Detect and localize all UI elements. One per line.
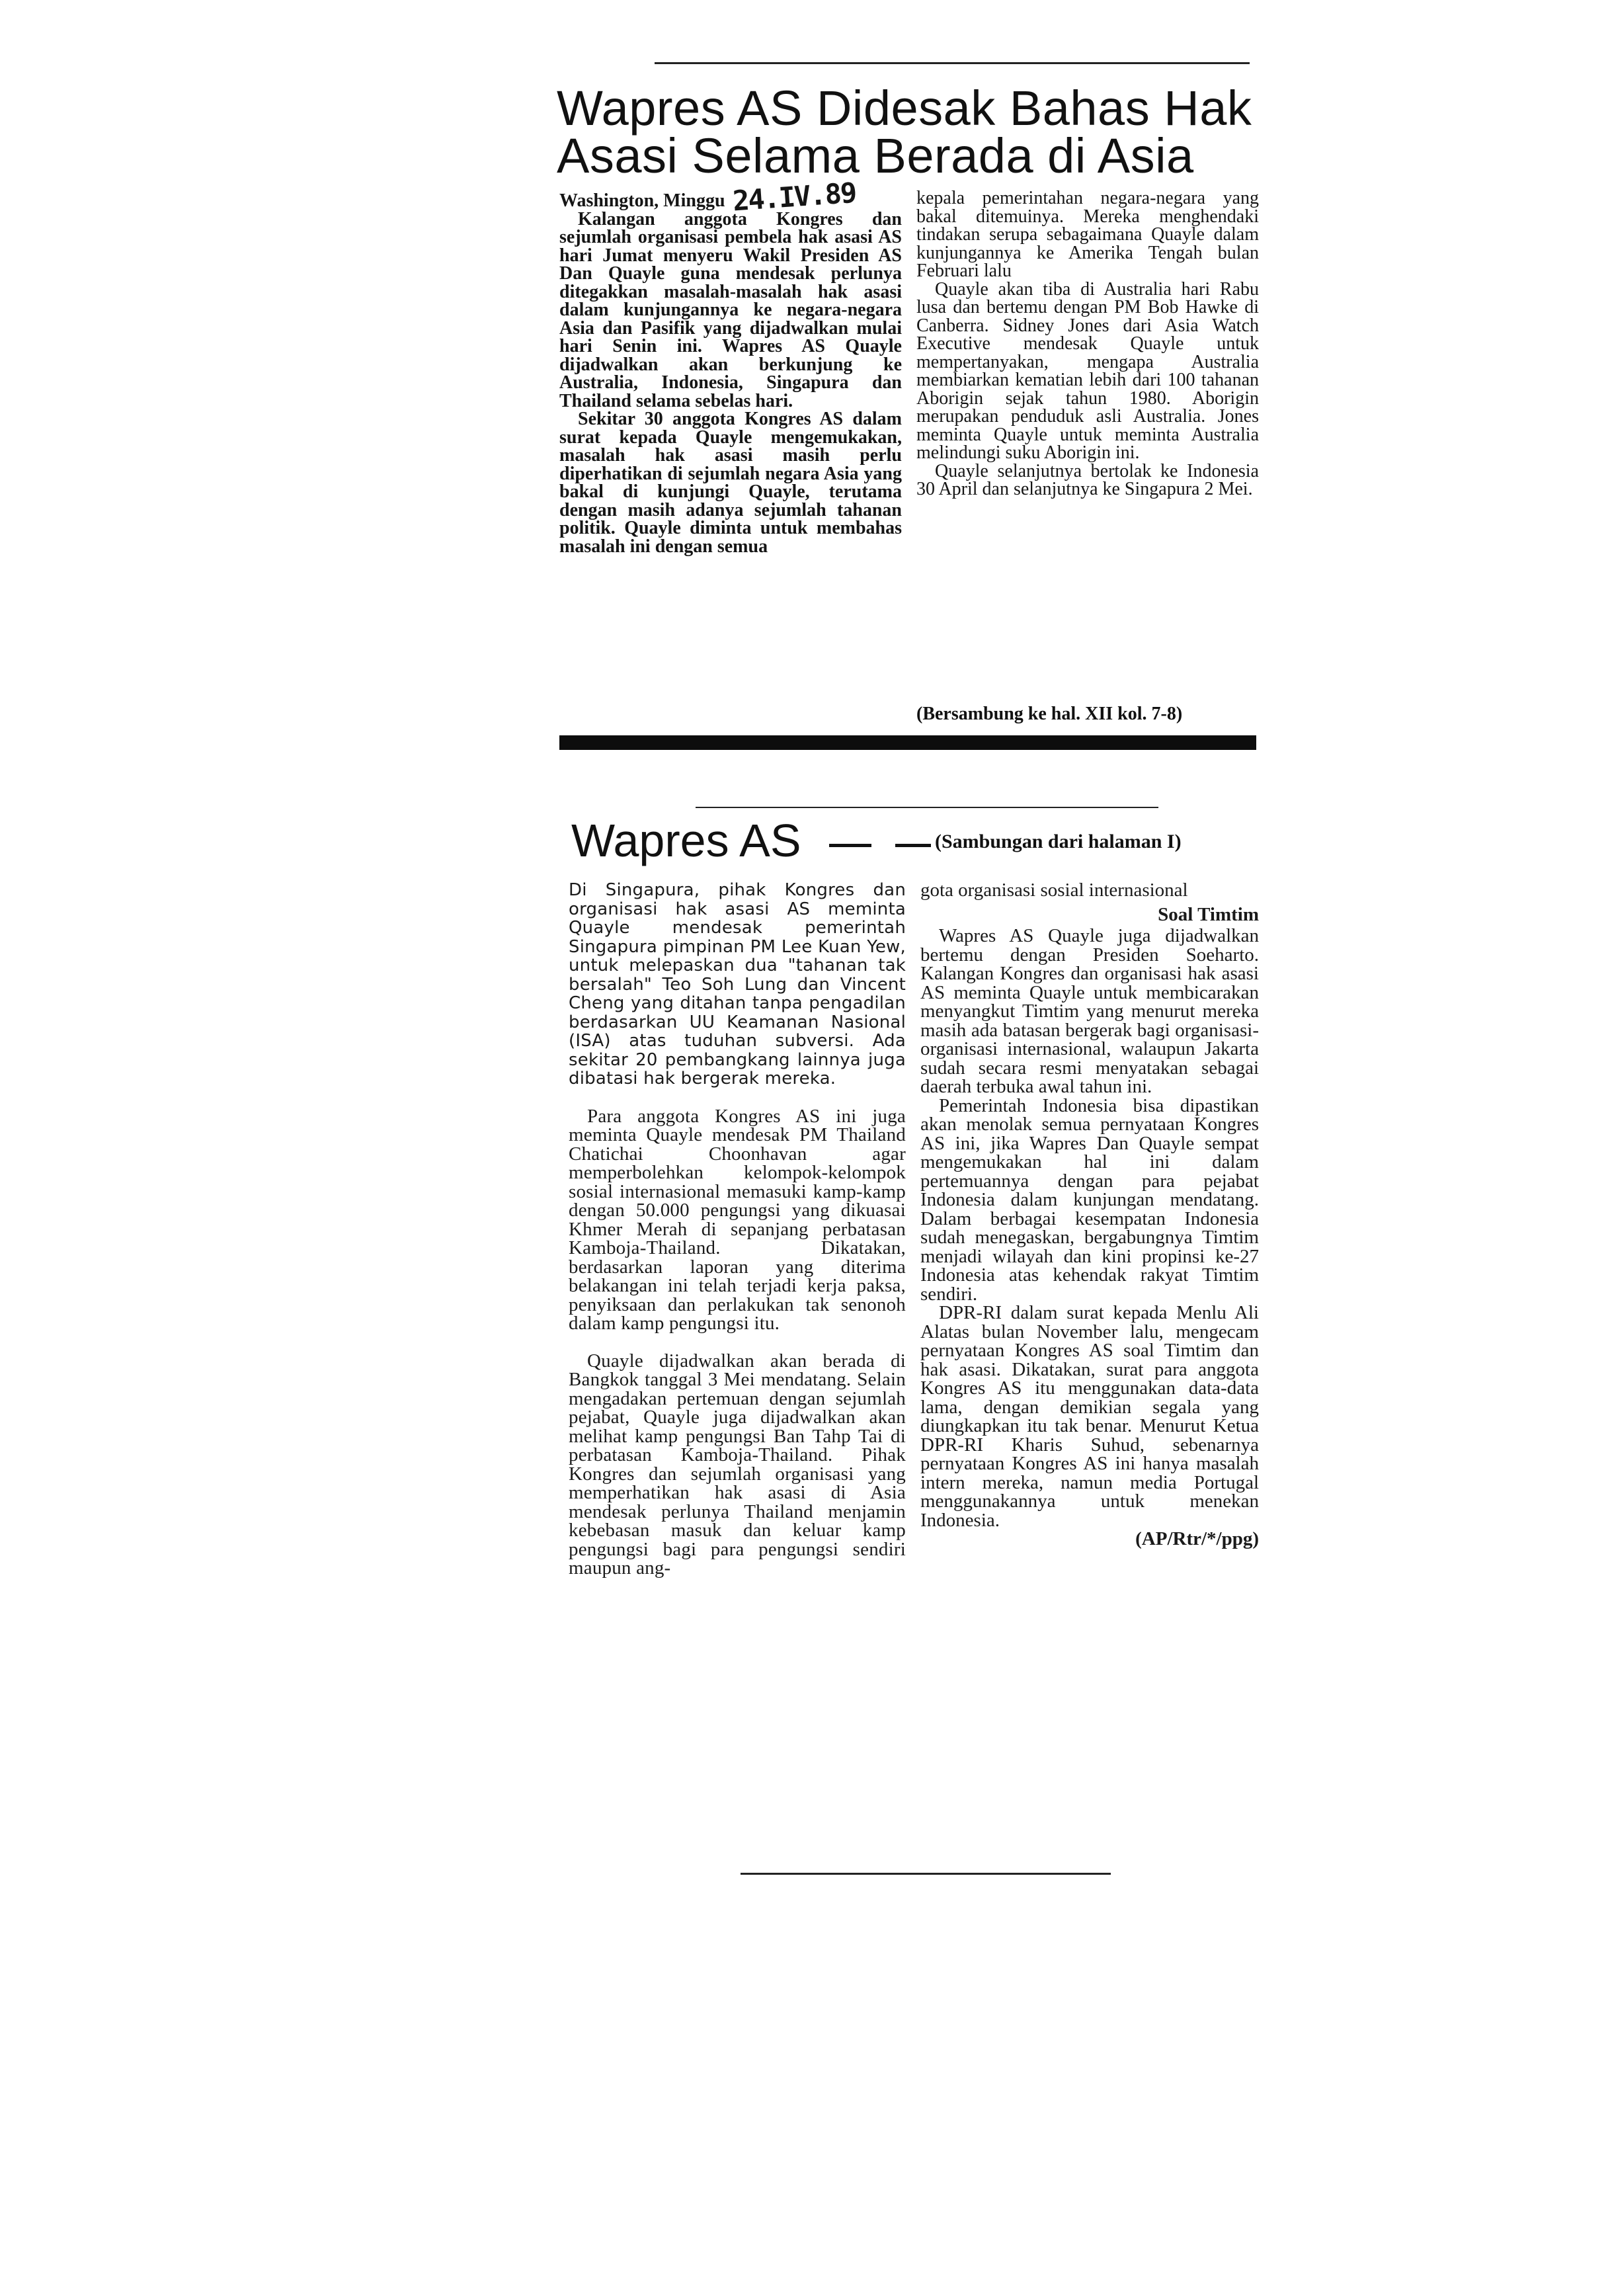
article2-paragraph: Pemerintah Indonesia bisa dipastikan akan menolak semua pernyataan Kongres AS ini, jika Wapres Dan Quayle sempat mengemukakan hal ini dalam pertemuannya dengan para pejabat Indonesia dalam kunjungan mendatang. Dalam berbagai kesempatan Indonesia sudah menegaskan, bergabungnya Timtim menjadi wilayah dan kini propinsi ke-27 Indonesia atas kehendak rakyat Timtim sendiri.: [920, 1094, 1259, 1305]
continued-note: (Bersambung ke hal. XII kol. 7-8): [916, 704, 1183, 724]
article1-paragraph: Sekitar 30 anggota Kongres AS dalam surat kepada Quayle mengemukakan, masalah hak asasi masih perlu diperhatikan di sejumlah negara Asia yang bakal di kunjungi Quayle, terutama dengan masih adanya sejumlah tahanan politik. Quayle diminta untuk membahas masalah ini dengan semua: [559, 409, 902, 557]
article2-paragraph: Di Singapura, pihak Kongres dan organisasi hak asasi AS meminta Quayle mendesak pemerintah Singapura pimpinan PM Lee Kuan Yew, untuk melepaskan dua "tahanan tak bersalah" Teo Soh Lung dan Vincent Cheng yang ditahan tanpa pengadilan berdasarkan UU Keamanan Nasional (ISA) atas tuduhan subversi. Ada sekitar 20 pembangkang lainnya juga dibatasi hak bergerak mereka.: [569, 880, 906, 1088]
top-rule: [655, 62, 1250, 64]
article2-paragraph: Quayle dijadwalkan akan berada di Bangkok tanggal 3 Mei mendatang. Selain mengadakan pertemuan dengan sejumlah pejabat, Quayle juga dijadwalkan akan melihat kamp pengungsi Ban Tahp Tai di perbatasan Kamboja-Thailand. Pihak Kongres dan sejumlah organisasi yang memperhatikan hak asasi di Asia mendesak perlunya Thailand menjamin kebebasan masuk dan keluar kamp pengungsi bagi para pengungsi sendiri maupun ang-: [569, 1350, 906, 1578]
subheading-soal-timtim: Soal Timtim: [1158, 903, 1259, 925]
article1-column-1: [559, 176, 902, 557]
article1-paragraph: Kalangan anggota Kongres dan sejumlah organisasi pembela hak asasi AS hari Jumat menyeru Wakil Presiden AS Dan Quayle guna mendesak perlunya ditegakkan masalah-masalah hak asasi dalam kunjungannya ke negara-negara Asia dan Pasifik yang dijadwalkan mulai hari Senin ini. Wapres AS Quayle dijadwalkan akan berkunjung ke Australia, Indonesia, Singapura dan Thailand selama sebelas hari.: [559, 208, 902, 411]
headline-dash: [829, 844, 871, 847]
dateline-line: [559, 176, 902, 218]
article1-headline: [557, 81, 1258, 183]
article2-column-1: [569, 881, 906, 1596]
headline-line-2: Asasi Selama Berada di Asia: [557, 128, 1194, 183]
article2-headline: Wapres AS: [571, 815, 801, 866]
article1-paragraph: kepala pemerintahan negara-negara yang bakal ditemuinya. Mereka menghendaki tindakan serupa sebagaimana Quayle dalam kunjungannya ke Amerika Tengah bulan Februari lalu: [916, 188, 1259, 281]
handwritten-date: 24.IV.89: [731, 176, 857, 218]
dateline: Washington, Minggu: [559, 190, 725, 211]
article2-col2-intro: gota organisasi sosial internasional: [920, 880, 1188, 901]
article2-column-2: [920, 881, 1259, 1549]
headline-line-1: Wapres AS Didesak Bahas Hak: [557, 81, 1252, 136]
article1-paragraph: Quayle selanjutnya bertolak ke Indonesia 30 April dan selanjutnya ke Singapura 2 Mei.: [916, 460, 1259, 499]
article1-column-2: [916, 189, 1259, 499]
article2-credit: (AP/Rtr/*/ppg): [1135, 1528, 1259, 1549]
article1-paragraph: Quayle akan tiba di Australia hari Rabu lusa dan bertemu dengan PM Bob Hawke di Canberra. Sidney Jones dari Asia Watch Executive mendesak Quayle untuk mempertanyakan, mengapa Australia membiarkan kematian lebih dari 100 tahanan Aborigin sejak tahun 1980. Aborigin merupakan penduduk asli Australia. Jones meminta Quayle untuk meminta Australia melindungi suku Aborigin ini.: [916, 278, 1259, 463]
section-divider-bar: [559, 735, 1256, 750]
article2-paragraph: DPR-RI dalam surat kepada Menlu Ali Alatas bulan November lalu, mengecam pernyataan Kongres AS soal Timtim dan hak asasi. Dikatakan, surat para anggota Kongres AS itu menggunakan data-data lama, dengan demikian segala yang diungkapkan itu tak benar. Menurut Ketua DPR-RI Kharis Suhud, sebenarnya pernyataan Kongres AS ini hanya masalah intern mereka, namun media Portugal menggunakannya untuk menekan Indonesia.: [920, 1302, 1259, 1531]
article2-top-rule: [696, 807, 1158, 808]
article2-paragraph: Para anggota Kongres AS ini juga meminta Quayle mendesak PM Thailand Chatichai Choonhavan agar memperbolehkan kelompok-kelompok sosial internasional memasuki kamp-kamp dengan 50.000 pengungsi yang dikuasai Khmer Merah di sepanjang perbatasan Kamboja-Thailand. Dikatakan, berdasarkan laporan yang diterima belakangan ini telah terjadi kerja paksa, penyiksaan dan perlakukan tak senonoh dalam kamp pengungsi itu.: [569, 1105, 906, 1334]
article2-paragraph: Wapres AS Quayle juga dijadwalkan bertemu dengan Presiden Soeharto. Kalangan Kongres dan organisasi hak asasi AS meminta Quayle untuk membicarakan menyangkut Timtim yang menurut mereka masih ada batasan bergerak bagi organisasi-organisasi internasional, walaupun Jakarta sudah secara resmi menyatakan sebagai daerah terbuka awal tahun ini.: [920, 925, 1259, 1097]
headline-dash: [895, 844, 931, 847]
bottom-rule: [741, 1873, 1111, 1875]
continued-from-note: (Sambungan dari halaman I): [935, 831, 1182, 852]
